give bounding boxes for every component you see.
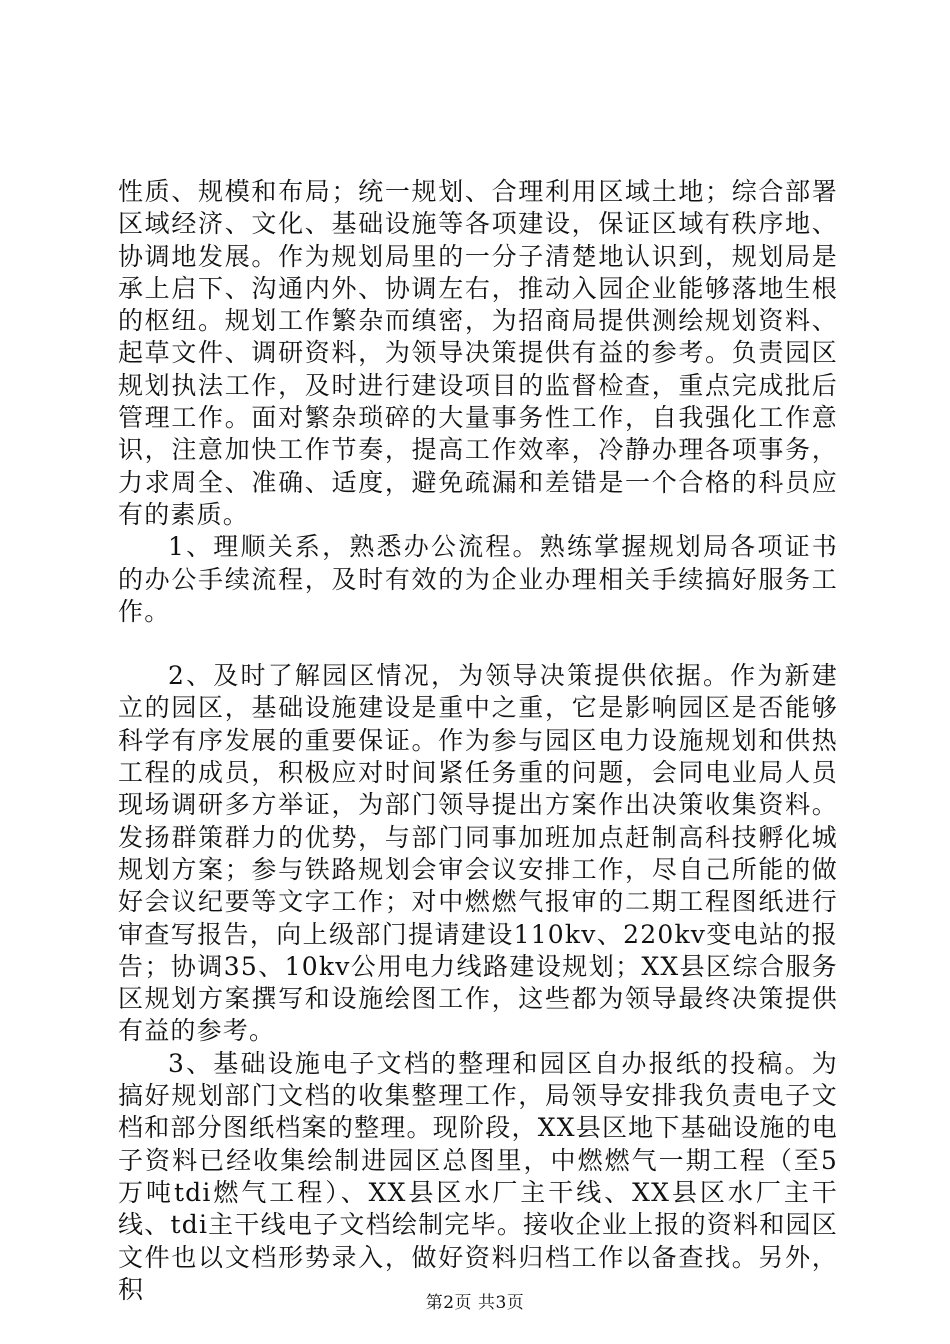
document-body <box>118 176 838 1306</box>
paragraph-continuation: 性质、规模和布局；统一规划、合理利用区域土地；综合部署区域经济、文化、基础设施等各项建设，保证区域有秩序地、协调地发展。作为规划局里的一分子清楚地认识到，规划局是承上启下、沟通内外、协调左右，推动入园企业能够落地生根的枢纽。规划工作繁杂而缜密，为招商局提供测绘规划资料、起草文件、调研资料，为领导决策提供有益的参考。负责园区规划执法工作，及时进行建设项目的监督检查，重点完成批后管理工作。面对繁杂琐碎的大量事务性工作，自我强化工作意识，注意加快工作节奏，提高工作效率，冷静办理各项事务，力求周全、准确、适度，避免疏漏和差错是一个合格的科员应有的素质。 <box>118 177 838 529</box>
paragraph-item-1: 1、理顺关系，熟悉办公流程。熟练掌握规划局各项证书的办公手续流程，及时有效的为企业办理相关手续搞好服务工作。 <box>118 532 838 626</box>
paragraph-item-2: 2、及时了解园区情况，为领导决策提供依据。作为新建立的园区，基础设施建设是重中之重，它是影响园区是否能够科学有序发展的重要保证。作为参与园区电力设施规划和供热工程的成员，积极应对时间紧任务重的问题，会同电业局人员现场调研多方举证，为部门领导提出方案作出决策收集资料。发扬群策群力的优势，与部门同事加班加点赶制高科技孵化城规划方案；参与铁路规划会审会议安排工作，尽自己所能的做好会议纪要等文字工作；对中燃燃气报审的二期工程图纸进行审查写报告，向上级部门提请建设110kv、220kv变电站的报告；协调35、10kv公用电力线路建设规划；XX县区综合服务区规划方案撰写和设施绘图工作，这些都为领导最终决策提供有益的参考。 <box>118 661 838 1046</box>
paragraph-item-3: 3、基础设施电子文档的整理和园区自办报纸的投稿。为搞好规划部门文档的收集整理工作，局领导安排我负责电子文档和部分图纸档案的整理。现阶段，XX县区地下基础设施的电子资料已经收集绘制进园区总图里，中燃燃气一期工程（至5万吨tdi燃气工程）、XX县区水厂主干线、XX县区水厂主干线、tdi主干线电子文档绘制完毕。接收企业上报的资料和园区文件也以文档形势录入，做好资料归档工作以备查找。另外，积 <box>118 1048 838 1304</box>
page-number-footer: 第2页 共3页 <box>425 1293 525 1313</box>
